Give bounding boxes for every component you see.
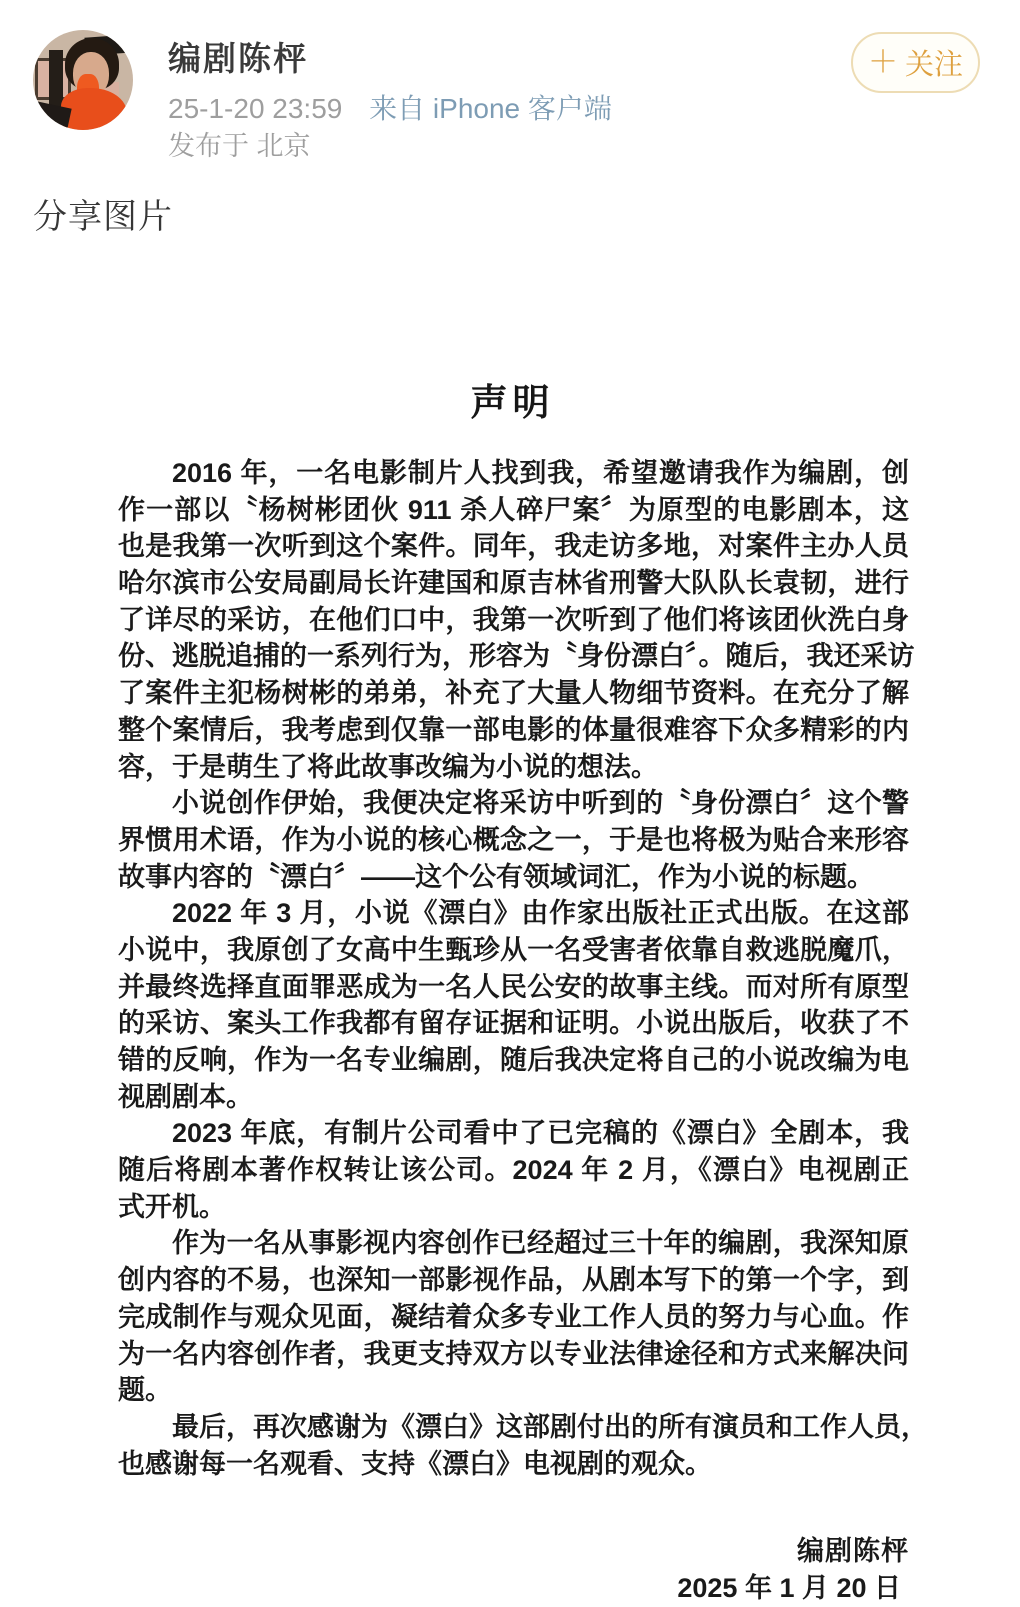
statement-signature: 编剧陈枰 [797,1536,909,1566]
post-location: 发布于 北京 [168,131,311,161]
statement-line: 并最终选择直面罪恶成为一名人民公安的故事主线。而对所有原型 [118,971,909,1002]
statement-body [118,455,928,1482]
author-name[interactable]: 编剧陈枰 [168,40,308,77]
statement-line: 2022 年 3 月，小说《漂白》由作家出版社正式出版。在这部 [172,898,909,929]
statement-line: 最后，再次感谢为《漂白》这部剧付出的所有演员和工作人员， [172,1411,928,1442]
statement-line: 也是我第一次听到这个案件。同年，我走访多地，对案件主办人员 [118,531,909,562]
post-source-link[interactable]: 来自 iPhone 客户端 [369,93,612,124]
statement-line: 故事内容的〝漂白〞——这个公有领域词汇，作为小说的标题。 [118,861,874,892]
statement-image[interactable] [0,250,1020,1603]
plus-icon: ＋ [867,45,898,79]
statement-line: 了案件主犯杨树彬的弟弟，补充了大量人物细节资料。在充分了解 [118,678,909,709]
follow-button-label: 关注 [904,49,963,81]
statement-line: 式开机。 [118,1191,226,1222]
statement-line: 界惯用术语，作为小说的核心概念之一，于是也将极为贴合来形容 [118,824,909,855]
statement-line: 创内容的不易，也深知一部影视作品，从剧本写下的第一个字，到 [118,1265,909,1296]
statement-line: 视剧剧本。 [118,1081,253,1112]
statement-line: 小说创作伊始，我便决定将采访中听到的〝身份漂白〞这个警 [172,788,909,819]
statement-signature-block [118,1533,909,1607]
statement-line: 2016 年，一名电影制片人找到我，希望邀请我作为编剧，创 [172,458,909,488]
statement-line: 了详尽的采访，在他们口中，我第一次听到了他们将该团伙洗白身 [118,604,909,635]
statement-line: 份、逃脱追捕的一系列行为，形容为〝身份漂白〞。随后，我还采访 [118,641,915,672]
statement-line: 为一名内容创作者，我更支持双方以专业法律途径和方式来解决问 [118,1338,909,1369]
statement-line: 哈尔滨市公安局副局长许建国和原吉林省刑警大队队长袁韧，进行 [118,568,909,599]
statement-line: 作一部以〝杨树彬团伙 911 杀人碎尸案〞为原型的电影剧本，这 [118,494,909,525]
statement-line: 也感谢每一名观看、支持《漂白》电视剧的观众。 [118,1448,712,1479]
statement-line: 2023 年底，有制片公司看中了已完稿的《漂白》全剧本，我 [172,1118,909,1149]
statement-date: 2025 年 1 月 20 日 [677,1573,901,1603]
post-timestamp: 25-1-20 23:59 [168,93,343,124]
statement-line: 题。 [118,1375,172,1406]
statement-line: 完成制作与观众见面，凝结着众多专业工作人员的努力与心血。作 [118,1301,909,1332]
statement-line: 整个案情后，我考虑到仅靠一部电影的体量很难容下众多精彩的内 [118,714,909,745]
follow-button[interactable] [851,32,980,93]
statement-line: 作为一名从事影视内容创作已经超过三十年的编剧，我深知原 [172,1228,909,1259]
post-text: 分享图片 [33,198,173,236]
avatar[interactable] [33,30,133,130]
statement-line: 随后将剧本著作权转让该公司。2024 年 2 月，《漂白》电视剧正 [118,1155,909,1186]
statement-line: 的采访、案头工作我都有留存证据和证明。小说出版后，收获了不 [118,1008,909,1039]
statement-line: 错的反响，作为一名专业编剧，随后我决定将自己的小说改编为电 [118,1045,909,1075]
post-meta [168,87,612,127]
statement-title: 声明 [470,382,555,423]
statement-line: 容，于是萌生了将此故事改编为小说的想法。 [118,751,658,782]
statement-line: 小说中，我原创了女高中生甄珍从一名受害者依靠自救逃脱魔爪， [118,934,909,965]
